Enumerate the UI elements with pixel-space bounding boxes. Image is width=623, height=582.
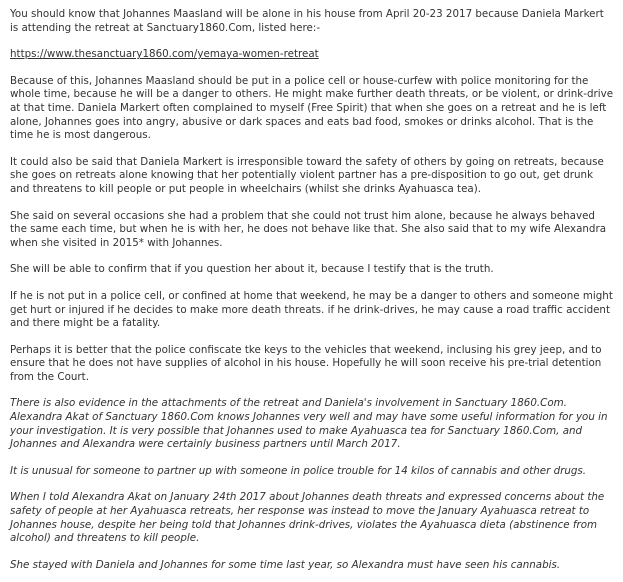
paragraph-absence-notice: You should know that Johannes Maasland will be alone in his house from April 20-23 2017 because Daniela Markert is attending the retreat at Sanctuary1860.Com, listed here:-	[10, 8, 604, 34]
paragraph-trust-problem: She said on several occasions she had a problem that she could not trust him alone, because he always behaved the same each time, but when he is with her, he does not behave like that. She also said that to my wife Alexandra when she visited in 2015* with Johannes.	[10, 209, 607, 249]
retreat-link[interactable]: https://www.thesanctuary1860.com/yemaya-women-retreat	[10, 48, 319, 61]
paragraph-confiscate-keys: Perhaps it is better that the police confiscate tke keys to the vehicles that weekend, inclusing his grey jeep, and to ensure that he does not have supplies of alcohol in his house. Hopefully he will soon receive his pre-trial detention from the Court.	[10, 343, 602, 383]
paragraph-danger-warning: If he is not put in a police cell, or confined at home that weekend, he may be a danger to others and someone might get hurt or injured if he decides to make more death threats. if he drink-drives, he may cause a road traffic accident and there might be a fatality.	[10, 289, 613, 330]
paragraph-confirmation: She will be able to confirm that if you question her about it, because I testify that is the truth.	[10, 263, 494, 276]
paragraph-police-request: Because of this, Johannes Maasland should be put in a police cell or house-curfew with police monitoring for the whole time, because he will be a danger to others. He might make further death threats, or be violent, or drink-drive at that time. Daniela Markert often complained to myself (Free Spirit) that when she goes on a retreat and he is left alone, Johannes goes into angry, abusive or dark spaces and eats bad food, smokes or drinks alcohol. That is the time he is most dangerous.	[10, 74, 614, 142]
paragraph-retreat-link	[10, 48, 615, 62]
paragraph-evidence: There is also evidence in the attachments of the retreat and Daniela's involvement in Sanctuary 1860.Com. Alexandra Akat of Sanctuary 1860.Com knows Johannes very well and may have some useful information for you in your investigation. It is very possible that Johannes used to make Ayahuasca tea for Sanctuary 1860.Com, and Johannes and Alexandra were certainly business partners until March 2017.	[10, 397, 608, 451]
paragraph-january-retreat: When I told Alexandra Akat on January 24th 2017 about Johannes death threats and expressed concerns about the safety of people at her Ayahuasca retreats, her response was instead to move the January Ayahuasca retreat to Johannes house, despite her being told that Johannes drink-drives, violates the Ayahuasca dieta (abstinence from alcohol) and threatens to kill people.	[10, 491, 605, 545]
paragraph-irresponsibility: It could also be said that Daniela Markert is irresponsible toward the safety of others by going on retreats, because she goes on retreats alone knowing that her potentially violent partner has a pre-disposition to go out, get drunk and threatens to kill people or put people in wheelchairs (whilst she drinks Ayahuasca tea).	[10, 155, 604, 195]
paragraph-unusual-partnership: It is unusual for someone to partner up with someone in police trouble for 14 kilos of cannabis and other drugs.	[10, 464, 587, 477]
paragraph-stayed-last-year: She stayed with Daniela and Johannes for some time last year, so Alexandra must have seen his cannabis.	[10, 558, 561, 571]
